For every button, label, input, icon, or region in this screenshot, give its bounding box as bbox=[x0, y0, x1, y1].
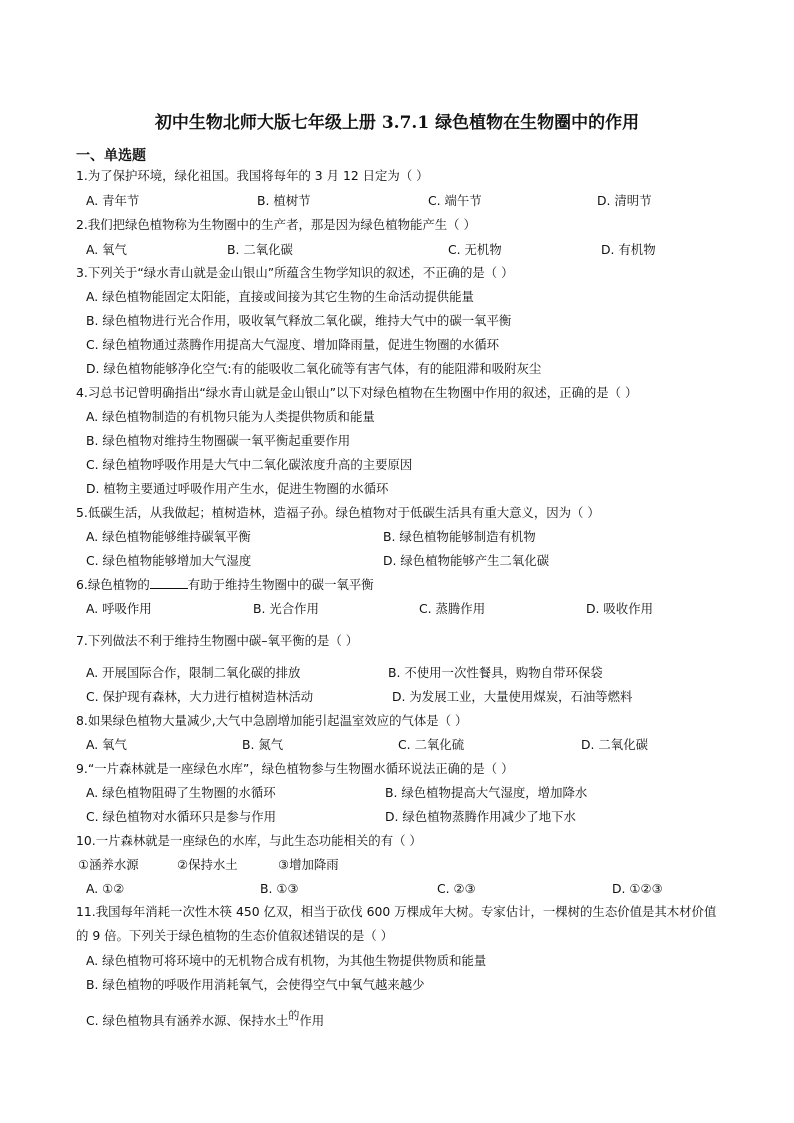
option-a: A. 绿色植物制造的有机物只能为人类提供物质和能量 bbox=[86, 409, 375, 424]
option-d: D. 绿色植物蒸腾作用减少了地下水 bbox=[385, 809, 576, 824]
option-d: D. ①②③ bbox=[612, 881, 663, 896]
option-c: C. 保护现有森林，大力进行植树造林活动 bbox=[86, 689, 314, 704]
option-b: B. 不使用一次性餐具，购物自带环保袋 bbox=[388, 665, 603, 680]
question-stem: 10.一片森林就是一座绿色的水库，与此生态功能相关的有（ ） bbox=[76, 833, 422, 848]
option-d: D. 吸收作用 bbox=[586, 601, 653, 616]
question-stem: 7.下列做法不利于维持生物圈中碳–氧平衡的是（ ） bbox=[76, 633, 359, 648]
option-c-text-end: 作用 bbox=[299, 1013, 325, 1028]
option-c: C. 端午节 bbox=[428, 193, 482, 208]
option-c: C. 绿色植物呼吸作用是大气中二氧化碳浓度升高的主要原因 bbox=[86, 457, 413, 472]
question-stem: 3.下列关于“绿水青山就是金山银山”所蕴含生物学知识的叙述，不正确的是（ ） bbox=[76, 265, 514, 280]
question-stem bbox=[76, 577, 374, 593]
option-c: C. 蒸腾作用 bbox=[419, 601, 486, 616]
option-a: A. 呼吸作用 bbox=[86, 601, 152, 616]
option-c: C. 绿色植物通过蒸腾作用提高大气湿度、增加降雨量，促进生物圈的水循环 bbox=[86, 337, 500, 352]
option-a: A. 氧气 bbox=[86, 737, 127, 752]
option-c bbox=[86, 1009, 325, 1030]
stem-before-blank: 6.绿色植物的 bbox=[76, 577, 150, 592]
option-b: B. 光合作用 bbox=[253, 601, 319, 616]
question-stem: 9.“一片森林就是一座绿色水库”，绿色植物参与生物圈水循环说法正确的是（ ） bbox=[76, 761, 514, 776]
statement-item: ②保持水土 bbox=[177, 857, 238, 872]
question-stem: 4.习总书记曾明确指出“绿水青山就是金山银山”以下对绿色植物在生物圈中作用的叙述，正确的是（ ） bbox=[76, 385, 638, 400]
option-c-raised-char: 的 bbox=[288, 1009, 300, 1022]
option-d: D. 清明节 bbox=[597, 193, 652, 208]
option-a: A. 开展国际合作，限制二氧化碳的排放 bbox=[86, 665, 301, 680]
question-stem: 8.如果绿色植物大量减少,大气中急剧增加能引起温室效应的气体是（ ） bbox=[76, 713, 468, 728]
option-a: A. 绿色植物能固定太阳能，直接或间接为其它生物的生命活动提供能量 bbox=[86, 289, 474, 304]
option-d: D. 绿色植物能够产生二氧化碳 bbox=[383, 553, 550, 568]
option-b: B. 植树节 bbox=[257, 193, 311, 208]
question-stem: 5.低碳生活，从我做起；植树造林，造福子孙。绿色植物对于低碳生活具有重大意义，因为（ ） bbox=[76, 505, 600, 520]
option-a: A. 绿色植物阻碍了生物圈的水循环 bbox=[86, 785, 276, 800]
option-d: D. 为发展工业，大量使用煤炭，石油等燃料 bbox=[392, 689, 633, 704]
option-c: C. 二氧化硫 bbox=[398, 737, 465, 752]
option-a: A. 绿色植物能够维持碳氧平衡 bbox=[86, 529, 251, 544]
option-d: D. 二氧化碳 bbox=[581, 737, 648, 752]
option-a: A. 绿色植物可将环境中的无机物合成有机物，为其他生物提供物质和能量 bbox=[86, 953, 487, 968]
option-b: B. 绿色植物进行光合作用，吸收氧气释放二氧化碳，维持大气中的碳一氧平衡 bbox=[86, 313, 512, 328]
option-b: B. ①③ bbox=[260, 881, 299, 896]
statement-item: ①涵养水源 bbox=[78, 857, 139, 872]
option-c: C. 绿色植物对水循环只是参与作用 bbox=[86, 809, 276, 824]
option-d: D. 绿色植物能够净化空气:有的能吸收二氧化硫等有害气体，有的能阻滞和吸附灰尘 bbox=[86, 361, 542, 376]
option-b: B. 绿色植物提高大气湿度，增加降水 bbox=[385, 785, 588, 800]
option-c: C. 绿色植物能够增加大气湿度 bbox=[86, 553, 252, 568]
option-b: B. 绿色植物对维持生物圈碳一氧平衡起重要作用 bbox=[86, 433, 351, 448]
option-d: D. 植物主要通过呼吸作用产生水，促进生物圈的水循环 bbox=[86, 481, 389, 496]
option-b: B. 绿色植物的呼吸作用消耗氧气，会使得空气中氧气越来越少 bbox=[86, 977, 425, 992]
question-stem: 1.为了保护环境，绿化祖国。我国将每年的 3 月 12 日定为（ ） bbox=[76, 168, 429, 183]
option-d: D. 有机物 bbox=[601, 242, 656, 257]
option-c-text: C. 绿色植物具有涵养水源、保持水土 bbox=[86, 1013, 289, 1028]
section-heading: 一、单选题 bbox=[76, 148, 146, 164]
option-c: C. 无机物 bbox=[448, 242, 502, 257]
statement-item: ③增加降雨 bbox=[278, 857, 339, 872]
option-b: B. 二氧化碳 bbox=[227, 242, 293, 257]
question-stem: 2.我们把绿色植物称为生物圈中的生产者，那是因为绿色植物能产生（ ） bbox=[76, 217, 476, 232]
option-b: B. 氮气 bbox=[242, 737, 284, 752]
option-b: B. 绿色植物能够制造有机物 bbox=[383, 529, 536, 544]
question-stem: 11.我国每年消耗一次性木筷 450 亿双，相当于砍伐 600 万棵成年大树。专家估计，一棵树的生态价值是其木材价值的 9 倍。下列关于绿色植物的生态价值叙述错误的是（ ） bbox=[76, 904, 717, 943]
option-a: A. 氧气 bbox=[86, 242, 127, 257]
option-a: A. ①② bbox=[86, 881, 125, 896]
option-c: C. ②③ bbox=[437, 881, 476, 896]
option-a: A. 青年节 bbox=[86, 193, 140, 208]
document-title: 初中生物北师大版七年级上册 3.7.1 绿色植物在生物圈中的作用 bbox=[154, 113, 640, 133]
answer-blank bbox=[150, 577, 188, 589]
stem-after-blank: 有助于维持生物圈中的碳一氧平衡 bbox=[187, 577, 374, 592]
